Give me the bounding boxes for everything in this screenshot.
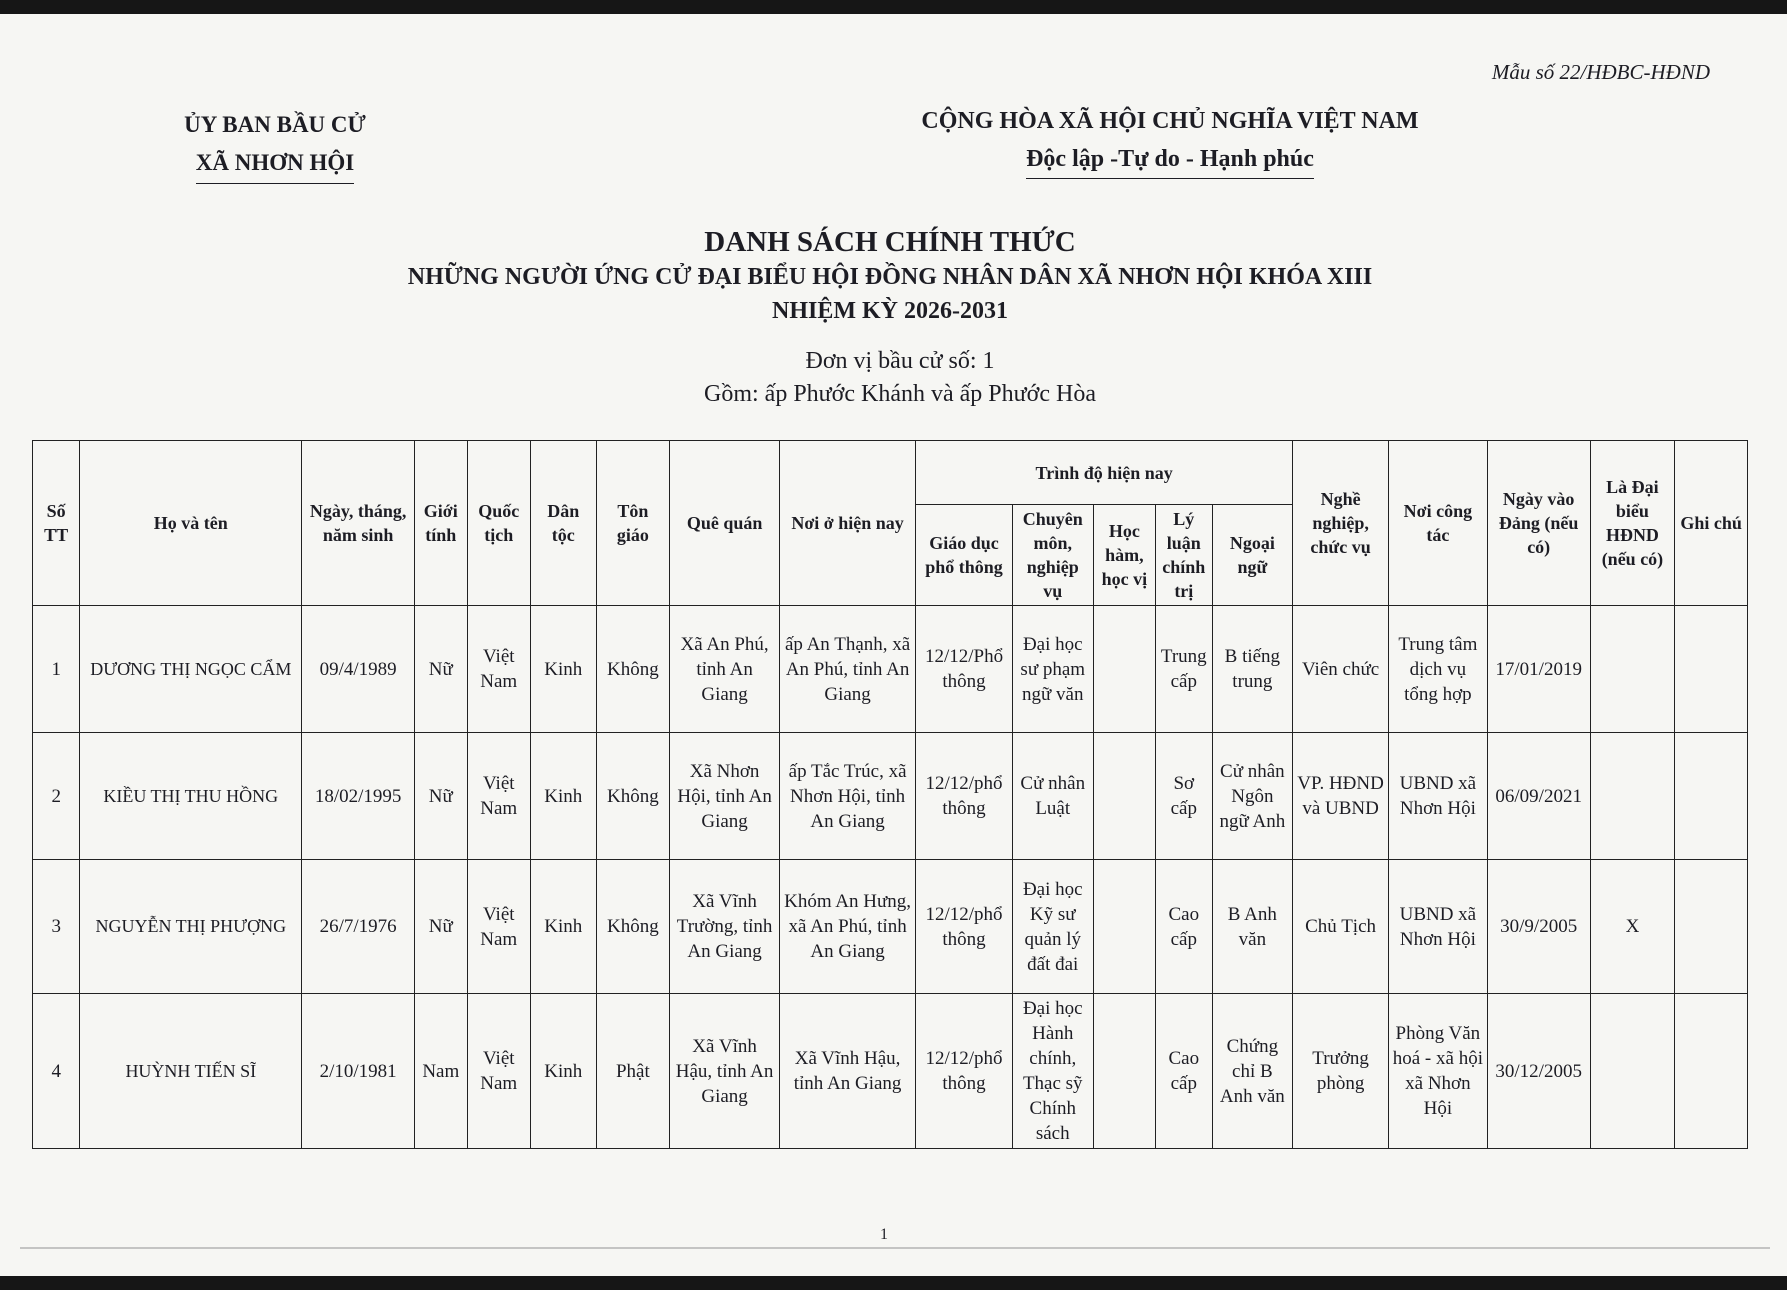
col-stt: Số TT: [33, 441, 80, 606]
cell-general-edu: 12/12/phổ thông: [916, 860, 1013, 994]
candidate-table: [32, 440, 1748, 1149]
cell-is-delegate: [1590, 606, 1675, 733]
col-occupation: Nghề nghiệp, chức vụ: [1293, 441, 1389, 606]
col-gender: Giới tính: [415, 441, 467, 606]
col-note: Ghi chú: [1675, 441, 1748, 606]
col-workplace: Nơi công tác: [1388, 441, 1487, 606]
title-line-3: NHIỆM KỲ 2026-2031: [772, 298, 1008, 324]
cell-nationality: Việt Nam: [467, 606, 531, 733]
cell-general-edu: 12/12/Phổ thông: [916, 606, 1013, 733]
cell-party-date: 30/9/2005: [1487, 860, 1590, 994]
col-education-group: Trình độ hiện nay: [916, 441, 1293, 505]
table-row: [33, 994, 1748, 1149]
cell-hometown: Xã Nhơn Hội, tỉnh An Giang: [670, 733, 780, 860]
scan-artifact-line: [20, 1247, 1770, 1249]
cell-occupation: Viên chức: [1293, 606, 1389, 733]
cell-occupation: Trưởng phòng: [1293, 994, 1389, 1149]
cell-political: Sơ cấp: [1156, 733, 1212, 860]
page-number: 1: [880, 1226, 888, 1243]
form-code: Mẫu số 22/HĐBC-HĐND: [1491, 60, 1710, 84]
table-row: [33, 606, 1748, 733]
table-row: [33, 860, 1748, 994]
cell-ethnicity: Kinh: [531, 733, 597, 860]
cell-political: Cao cấp: [1156, 994, 1212, 1149]
cell-note: [1675, 860, 1748, 994]
cell-gender: Nữ: [415, 733, 467, 860]
cell-academic: [1093, 733, 1156, 860]
cell-name: HUỲNH TIẾN SĨ: [80, 994, 302, 1149]
cell-nationality: Việt Nam: [467, 994, 531, 1149]
cell-professional: Đại học sư phạm ngữ văn: [1012, 606, 1093, 733]
col-name: Họ và tên: [80, 441, 302, 606]
cell-gender: Nữ: [415, 860, 467, 994]
cell-is-delegate: [1590, 994, 1675, 1149]
col-dob: Ngày, tháng, năm sinh: [302, 441, 415, 606]
national-heading: [880, 102, 1460, 179]
col-is-delegate: Là Đại biểu HĐND (nếu có): [1590, 441, 1675, 606]
table-row: [33, 733, 1748, 860]
cell-political: Trung cấp: [1156, 606, 1212, 733]
cell-note: [1675, 994, 1748, 1149]
cell-dob: 18/02/1995: [302, 733, 415, 860]
cell-stt: 4: [33, 994, 80, 1149]
cell-note: [1675, 733, 1748, 860]
cell-occupation: Chủ Tịch: [1293, 860, 1389, 994]
cell-academic: [1093, 606, 1156, 733]
cell-stt: 3: [33, 860, 80, 994]
agency-line-1: ỦY BAN BẦU CỬ: [184, 112, 366, 137]
cell-religion: Phật: [596, 994, 670, 1149]
cell-language: B Anh văn: [1212, 860, 1293, 994]
cell-stt: 1: [33, 606, 80, 733]
scan-bottom-edge: [0, 1276, 1787, 1290]
cell-ethnicity: Kinh: [531, 994, 597, 1149]
cell-party-date: 06/09/2021: [1487, 733, 1590, 860]
col-nationality: Quốc tịch: [467, 441, 531, 606]
col-residence: Nơi ở hiện nay: [780, 441, 916, 606]
col-academic: Học hàm, học vị: [1093, 505, 1156, 606]
cell-name: NGUYỄN THỊ PHƯỢNG: [80, 860, 302, 994]
header-row-1: [33, 441, 1748, 505]
cell-dob: 09/4/1989: [302, 606, 415, 733]
cell-workplace: UBND xã Nhơn Hội: [1388, 860, 1487, 994]
national-motto: Độc lập -Tự do - Hạnh phúc: [1026, 140, 1314, 179]
nation-name: CỘNG HÒA XÃ HỘI CHỦ NGHĨA VIỆT NAM: [921, 108, 1419, 134]
col-general-edu: Giáo dục phổ thông: [916, 505, 1013, 606]
cell-gender: Nữ: [415, 606, 467, 733]
cell-residence: Khóm An Hưng, xã An Phú, tỉnh An Giang: [780, 860, 916, 994]
cell-general-edu: 12/12/phổ thông: [916, 994, 1013, 1149]
cell-hometown: Xã Vĩnh Hậu, tỉnh An Giang: [670, 994, 780, 1149]
title-line-2: NHỮNG NGƯỜI ỨNG CỬ ĐẠI BIỂU HỘI ĐỒNG NHÂN DÂN XÃ NHƠN HỘI KHÓA XIII: [407, 264, 1373, 290]
cell-academic: [1093, 860, 1156, 994]
cell-residence: ấp An Thạnh, xã An Phú, tỉnh An Giang: [780, 606, 916, 733]
cell-professional: Cử nhân Luật: [1012, 733, 1093, 860]
cell-language: B tiếng trung: [1212, 606, 1293, 733]
cell-language: Chứng chỉ B Anh văn: [1212, 994, 1293, 1149]
cell-note: [1675, 606, 1748, 733]
cell-ethnicity: Kinh: [531, 606, 597, 733]
cell-professional: Đại học Hành chính, Thạc sỹ Chính sách: [1012, 994, 1093, 1149]
unit-number: Đơn vị bầu cử số: 1: [805, 348, 995, 374]
cell-religion: Không: [596, 606, 670, 733]
cell-nationality: Việt Nam: [467, 733, 531, 860]
election-unit: [530, 345, 1270, 411]
col-ethnicity: Dân tộc: [531, 441, 597, 606]
cell-is-delegate: X: [1590, 860, 1675, 994]
cell-political: Cao cấp: [1156, 860, 1212, 994]
cell-party-date: 30/12/2005: [1487, 994, 1590, 1149]
unit-areas: Gồm: ấp Phước Khánh và ấp Phước Hòa: [704, 381, 1096, 407]
cell-name: KIỀU THỊ THU HỒNG: [80, 733, 302, 860]
cell-workplace: Trung tâm dịch vụ tổng hợp: [1388, 606, 1487, 733]
cell-general-edu: 12/12/phổ thông: [916, 733, 1013, 860]
cell-residence: Xã Vĩnh Hậu, tỉnh An Giang: [780, 994, 916, 1149]
cell-dob: 26/7/1976: [302, 860, 415, 994]
cell-occupation: VP. HĐND và UBND: [1293, 733, 1389, 860]
cell-is-delegate: [1590, 733, 1675, 860]
cell-ethnicity: Kinh: [531, 860, 597, 994]
col-hometown: Quê quán: [670, 441, 780, 606]
col-professional: Chuyên môn, nghiệp vụ: [1012, 505, 1093, 606]
cell-gender: Nam: [415, 994, 467, 1149]
title-line-1: DANH SÁCH CHÍNH THỨC: [704, 226, 1076, 258]
cell-name: DƯƠNG THỊ NGỌC CẨM: [80, 606, 302, 733]
cell-hometown: Xã An Phú, tỉnh An Giang: [670, 606, 780, 733]
cell-academic: [1093, 994, 1156, 1149]
cell-nationality: Việt Nam: [467, 860, 531, 994]
cell-workplace: Phòng Văn hoá - xã hội xã Nhơn Hội: [1388, 994, 1487, 1149]
col-party-date: Ngày vào Đảng (nếu có): [1487, 441, 1590, 606]
cell-stt: 2: [33, 733, 80, 860]
cell-religion: Không: [596, 860, 670, 994]
issuing-agency: [140, 106, 410, 184]
cell-religion: Không: [596, 733, 670, 860]
cell-dob: 2/10/1981: [302, 994, 415, 1149]
cell-workplace: UBND xã Nhơn Hội: [1388, 733, 1487, 860]
col-language: Ngoại ngữ: [1212, 505, 1293, 606]
agency-line-2: XÃ NHƠN HỘI: [196, 144, 354, 184]
col-political: Lý luận chính trị: [1156, 505, 1212, 606]
cell-language: Cử nhân Ngôn ngữ Anh: [1212, 733, 1293, 860]
scan-top-edge: [0, 0, 1787, 14]
cell-residence: ấp Tắc Trúc, xã Nhơn Hội, tỉnh An Giang: [780, 733, 916, 860]
cell-hometown: Xã Vĩnh Trường, tỉnh An Giang: [670, 860, 780, 994]
cell-party-date: 17/01/2019: [1487, 606, 1590, 733]
cell-professional: Đại học Kỹ sư quản lý đất đai: [1012, 860, 1093, 994]
document-title: [330, 224, 1450, 328]
col-religion: Tôn giáo: [596, 441, 670, 606]
